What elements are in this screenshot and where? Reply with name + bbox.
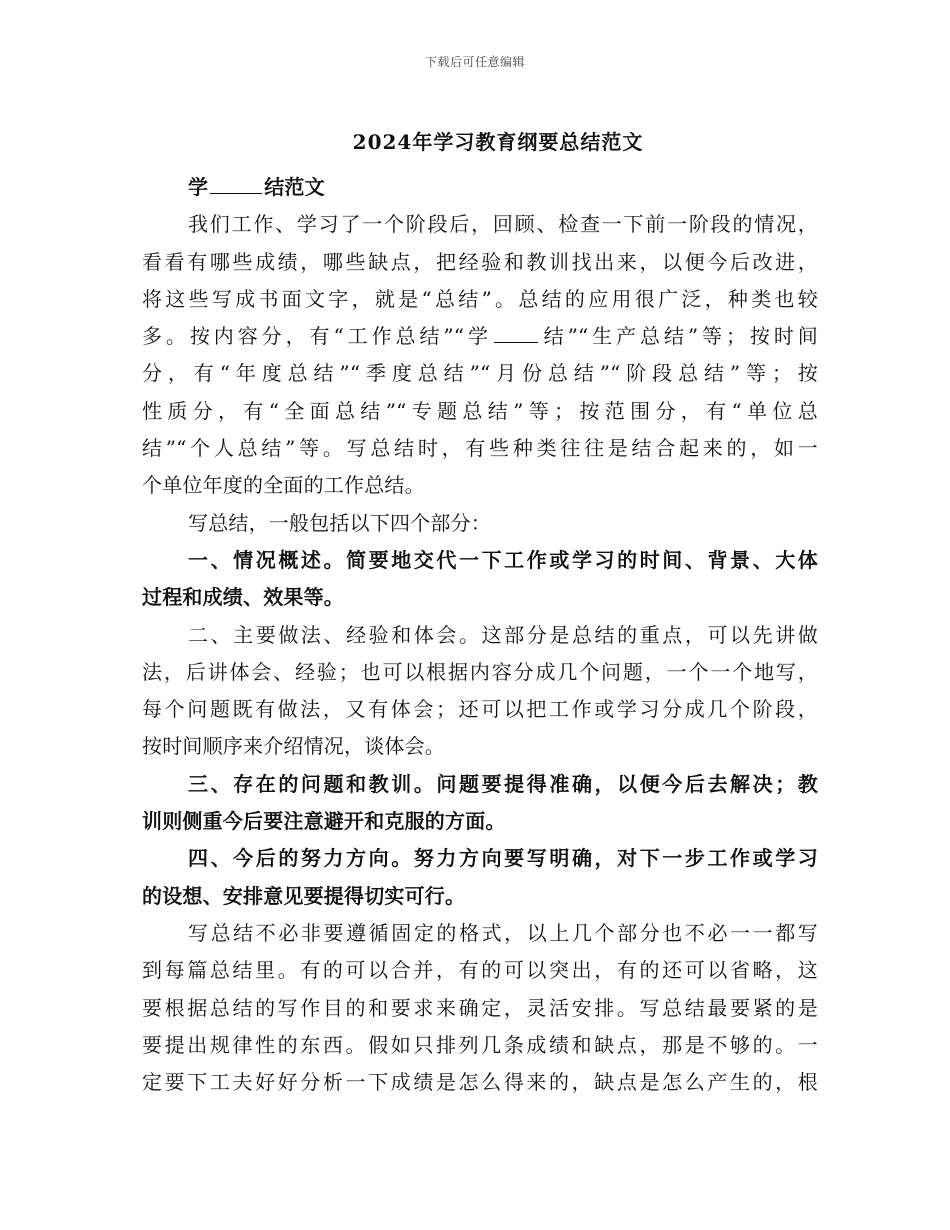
document-body xyxy=(142,169,818,1101)
paragraph-1-line-1: 我们工作、学习了一个阶段后，回顾、检查一下前一阶段的情况， xyxy=(188,212,818,237)
paragraph-3-line-4: 要提出规律性的东西。假如只排列几条成绩和缺点，那是不够的。一 xyxy=(142,1032,818,1057)
section-4-line-1: 四、今后的努力方向。努力方向要写明确，对下一步工作或学习 xyxy=(188,846,818,871)
paragraph-1-line-4-after: 结”“生产总结”等；按时间 xyxy=(539,324,818,349)
paragraph-1-line-8: 个单位年度的全面的工作总结。 xyxy=(142,473,425,498)
section-2-line-1: 二、主要做法、经验和体会。这部分是总结的重点，可以先讲做 xyxy=(188,622,818,647)
header-note: 下载后可任意编辑 xyxy=(424,55,525,69)
section-1-line-1: 一、情况概述。简要地交代一下工作或学习的时间、背景、大体 xyxy=(188,547,818,572)
section-2-line-2: 法，后讲体会、经验；也可以根据内容分成几个问题，一个一个地写， xyxy=(142,659,818,684)
paragraph-1-line-3: 将这些写成书面文字，就是“总结”。总结的应用很广泛，种类也较 xyxy=(142,286,818,311)
document-subtitle xyxy=(142,169,818,206)
paragraph-3-line-5: 定要下工夫好好分析一下成绩是怎么得来的，缺点是怎么产生的，根 xyxy=(142,1070,818,1095)
paragraph-3-line-3: 要根据总结的写作目的和要求来确定，灵活安排。写总结最要紧的是 xyxy=(142,995,818,1020)
paragraph-3-line-2: 到每篇总结里。有的可以合并，有的可以突出，有的还可以省略，这 xyxy=(142,958,818,983)
section-1-line-2: 过程和成绩、效果等。 xyxy=(142,585,344,610)
paragraph-2: 写总结，一般包括以下四个部分： xyxy=(188,510,491,535)
paragraph-1-line-7: 结”“个人总结”等。写总结时，有些种类往往是结合起来的，如一 xyxy=(142,436,818,461)
paragraph-1-blank xyxy=(494,322,538,343)
section-2-line-3: 每个问题既有做法，又有体会；还可以把工作或学习分成几个阶段， xyxy=(142,697,818,722)
section-3-line-1: 三、存在的问题和教训。问题要提得准确，以便今后去解决；教 xyxy=(188,771,818,796)
paragraph-1-line-5: 分，有“年度总结”“季度总结”“月份总结”“阶段总结”等；按 xyxy=(142,361,818,386)
section-2-line-4: 按时间顺序来介绍情况，谈体会。 xyxy=(142,734,445,759)
paragraph-1-line-6: 性质分，有“全面总结”“专题总结”等；按范围分，有“单位总 xyxy=(142,398,818,423)
subtitle-blank xyxy=(210,173,262,194)
section-3-line-2: 训则侧重今后要注意避开和克服的方面。 xyxy=(142,809,506,834)
document-title: 2024年学习教育纲要总结范文 xyxy=(352,130,644,154)
paragraph-1-line-2: 看看有哪些成绩，哪些缺点，把经验和教训找出来，以便今后改进， xyxy=(142,249,818,274)
paragraph-1-line-4-before: 多。按内容分，有“工作总结”“学 xyxy=(142,324,492,349)
section-4-line-2: 的设想、安排意见要提得切实可行。 xyxy=(142,883,466,908)
paragraph-1-line-4 xyxy=(142,318,818,355)
subtitle-text-after: 结范文 xyxy=(264,175,325,199)
paragraph-3-line-1: 写总结不必非要遵循固定的格式，以上几个部分也不必一一都写 xyxy=(188,920,818,945)
subtitle-text-before: 学 xyxy=(188,175,209,199)
